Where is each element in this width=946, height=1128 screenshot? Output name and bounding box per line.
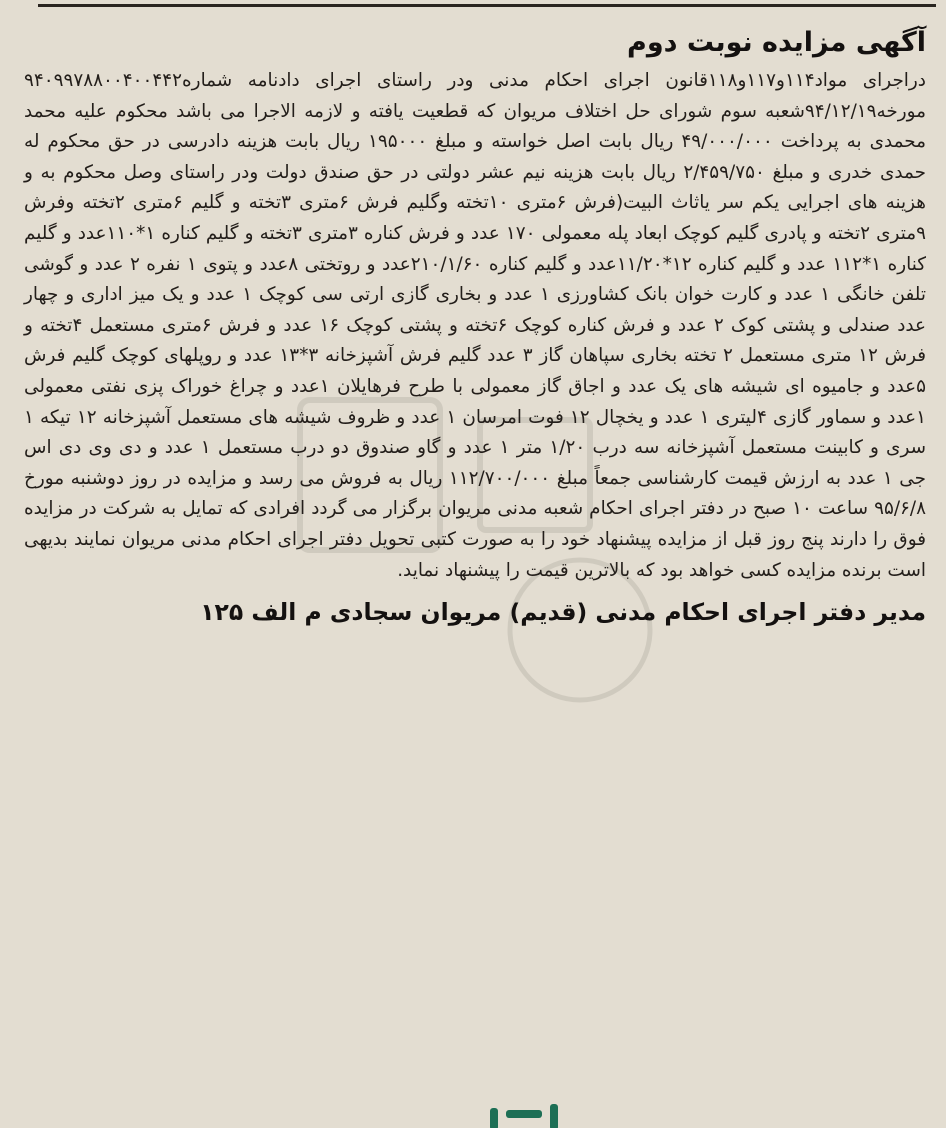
auction-notice <box>24 22 926 1121</box>
fragment-stroke-1 <box>490 1108 498 1128</box>
fragment-stroke-3 <box>550 1104 558 1128</box>
notice-signature: مدیر دفتر اجرای احکام مدنی (قدیم) مریوان سجادی م الف ۱۲۵ <box>200 598 926 627</box>
notice-body: دراجرای مواد۱۱۴و۱۱۷و۱۱۸قانون اجرای احکام مدنی ودر راستای اجرای دادنامه شماره۹۴۰۹۹۷۸۸۰۰۴۰۰۴۴۲ مورخه۹۴/۱۲/۱۹شعبه سوم شورای حل اختلاف مریوان که قطعیت یافته و لازمه الاجرا می باشد محکوم علیه محمد محمدی به پرداخت ۴۹/۰۰۰/۰۰۰ ریال بابت اصل خواسته و مبلغ ۱۹۵۰۰۰ ریال بابت هزینه دادرسی در حق محکوم له حمدی خدری و مبلغ ۲/۴۵۹/۷۵۰ ریال بابت هزینه نیم عشر دولتی در حق صندق دولت ودر راستای وصل محکوم به و هزینه های اجرایی یکم سر یاثاث البیت(فرش ۶متری ۱۰تخته وگلیم فرش ۶متری ۳تخته و گلیم ۶متری ۲تخته وفرش ۹متری ۲تخته و پادری گلیم کوچک ابعاد پله معمولی ۱۷۰ عدد و فرش کناره ۳متری ۳تخته و گلیم کناره ۱*۱۱۰عدد و گلیم کناره ۱*۱۱۲ عدد و گلیم کناره ۱۲*۱۱/۲۰عدد و گلیم کناره ۲۱۰/۱/۶۰عدد و روتختی ۸عدد و پتوی ۱ نفره ۲ عدد و گوشی تلفن خانگی ۱ عدد و کارت خوان بانک کشاورزی ۱ عدد و بخاری گازی ارتی سی کوچک ۱ عدد و یک میز اداری و چهار عدد صندلی و پشتی کوک ۲ عدد و فرش کناره کوچک ۶تخته و پشتی کوچک ۱۶ عدد و فرش ۶متری مستعمل ۴تخته و فرش ۱۲ متری مستعمل ۲ تخته بخاری سپاهان گاز ۳ عدد گلیم فرش آشپزخانه ۳*۱۳ عدد و روپلهای کوچک گلیم فرش ۵عدد و جامیوه ای شیشه های یک عدد و اجاق گاز معمولی با طرح فرهایلان ۱عدد و چراغ خوراک پزی نفتی معمولی ۱عدد و سماور گازی ۴لیتری ۱ عدد و یخچال ۱۲ فوت امرسان ۱ عدد و ظروف شیشه های مستعمل آشپزخانه ۱۲ تیکه ۱ سری و کابینت مستعمل آشپزخانه سه درب ۱/۲۰ متر ۱ عدد و گاو صندوق دو درب مستعمل ۱ عدد و دی وی دی اس جی ۱ عدد به ارزش قیمت کارشناسی جمعاً مبلغ ۱۱۲/۷۰۰/۰۰۰ ریال به فروش می رسد و مزایده در روز دوشنبه مورخ ۹۵/۶/۸ ساعت ۱۰ صبح در دفتر اجرای احکام شعبه مدنی مریوان برگزار می گردد افرادی که تمایل به شرکت در مزایده فوق را دارند پنج روز قبل از مزایده پیشنهاد خود را به صورت کتبی تحویل دفتر اجرای احکام مدنی مریوان نمایند بدیهی است برنده مزایده کسی خواهد بود که بالاترین قیمت را پیشنهاد نماید. <box>24 70 927 581</box>
next-ad-fragment <box>480 1098 580 1128</box>
top-divider <box>38 4 936 7</box>
notice-title: آگهی مزایده نوبت دوم <box>627 27 926 58</box>
fragment-stroke-2 <box>506 1110 542 1118</box>
